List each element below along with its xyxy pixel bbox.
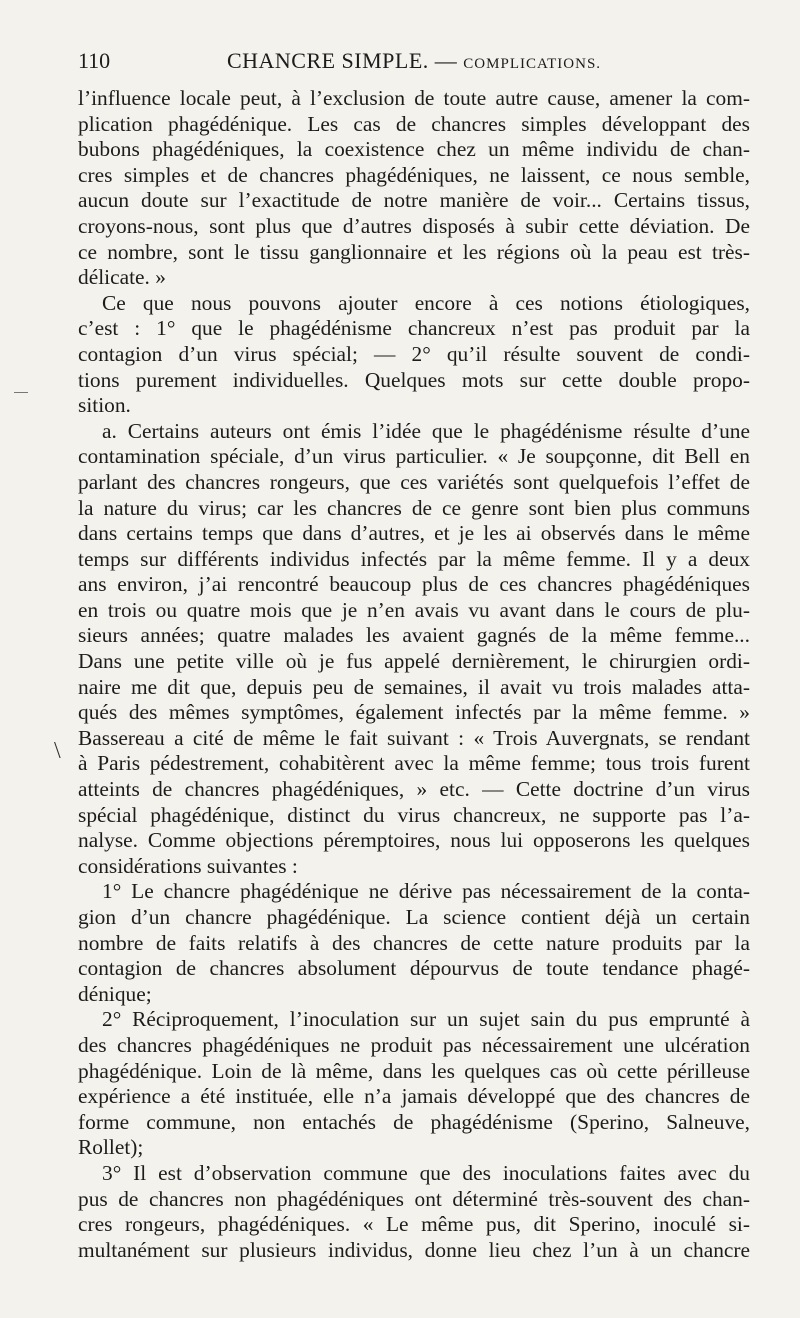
text-line: Bassereau a cité de même le fait suivant : « Trois Auvergnats, se rendant [78,725,750,750]
text-line: cres simples et de chancres phagédéniques, ne laissent, ce nous semble, [78,162,750,187]
text-line: des chancres phagédéniques ne produit pas nécessairement une ulcération [78,1032,750,1057]
text-line: c’est : 1° que le phagédénisme chancreux n’est pas produit par la [78,316,750,341]
text-line: Rollet); [78,1135,144,1160]
running-header [78,44,750,78]
text-line: dénique; [78,981,152,1006]
text-line: 3° Il est d’observation commune que des inoculations faites avec du [102,1160,750,1185]
text-line: aucun doute sur l’exactitude de notre manière de voir... Certains tissus, [78,188,750,213]
text-line: l’influence locale peut, à l’exclusion de toute autre cause, amener la com- [78,86,750,110]
text-line: délicate. » [78,265,166,290]
text-line: dans certains temps que dans d’autres, et je les ai observés dans le même [78,521,750,546]
text-line: plication phagédénique. Les cas de chancres simples développant des [78,111,750,136]
text-line: considérations suivantes : [78,853,298,878]
text-line: ce nombre, sont le tissu ganglionnaire et les régions où la peau est très- [78,239,750,264]
text-line: Ce que nous pouvons ajouter encore à ces notions étiologiques, [102,290,750,315]
text-line: temps sur différents individus infectés par la même femme. Il y a deux [78,546,750,571]
text-line: qués des mêmes symptômes, également infectés par la même femme. » [78,700,750,725]
margin-annotation: \ [54,738,61,764]
text-line: phagédénique. Loin de là même, dans les quelques cas où cette périlleuse [78,1058,750,1083]
body-text [78,86,750,1263]
text-line: contagion de chancres absolument dépourvus de toute tendance phagé- [78,956,750,981]
text-line: gion d’un chancre phagédénique. La science contient déjà un certain [78,905,750,929]
text-line: parlant des chancres rongeurs, que ces variétés sont quelquefois l’effet de [78,469,750,494]
text-line: pus de chancres non phagédéniques ont déterminé très-souvent des chan- [78,1186,750,1211]
text-line: nombre de faits relatifs à des chancres de cette nature produits par la [78,930,750,955]
text-line: la nature du virus; car les chancres de ce genre sont bien plus communs [78,495,750,520]
text-line: contagion d’un virus spécial; — 2° qu’il résulte souvent de condi- [78,341,750,366]
text-line: en trois ou quatre mois que je n’en avais vu avant dans le cours de plu- [78,597,750,622]
text-line: ans environ, j’ai rencontré beaucoup plus de ces chancres phagédéniques [78,572,750,597]
text-line: naire me dit que, depuis peu de semaines, il avait vu trois malades atta- [78,674,750,699]
section-title: COMPLICATIONS. [463,56,602,72]
running-title [78,48,750,74]
text-line: Dans une petite ville où je fus appelé dernièrement, le chirurgien ordi- [78,649,750,674]
text-line: spécial phagédénique, distinct du virus chancreux, ne supporte pas l’a- [78,802,750,827]
text-line: bubons phagédéniques, la coexistence chez un même individu de chan- [78,137,750,162]
title-separator: — [434,48,458,73]
text-line: expérience a été instituée, elle n’a jamais développé que des chancres de [78,1084,750,1109]
text-line: 2° Réciproquement, l’inoculation sur un sujet sain du pus emprunté à [102,1007,750,1032]
text-line: forme commune, non entachés de phagédénisme (Sperino, Salneuve, [78,1109,750,1134]
chapter-title: CHANCRE SIMPLE. [226,48,429,73]
text-line: multanément sur plusieurs individus, donne lieu chez l’un à un chancre [78,1237,750,1262]
margin-dash [14,392,28,393]
page-number: 110 [78,48,111,73]
text-line: a. Certains auteurs ont émis l’idée que le phagédénisme résulte d’une [102,418,750,443]
text-line: cres rongeurs, phagédéniques. « Le même pus, dit Sperino, inoculé si- [78,1212,750,1237]
text-line: atteints de chancres phagédéniques, » etc. — Cette doctrine d’un virus [78,777,750,802]
text-line: à Paris pédestrement, cohabitèrent avec la même femme; tous trois furent [78,751,750,776]
text-line: sieurs années; quatre malades les avaient gagnés de la même femme... [78,623,750,648]
text-line: sition. [78,393,131,418]
text-line: 1° Le chancre phagédénique ne dérive pas nécessairement de la conta- [102,879,750,904]
text-line: contamination spéciale, d’un virus particulier. « Je soupçonne, dit Bell en [78,444,750,469]
text-line: croyons-nous, sont plus que d’autres disposés à subir cette déviation. De [78,213,750,238]
text-line: tions purement individuelles. Quelques mots sur cette double propo- [78,367,750,392]
text-line: nalyse. Comme objections péremptoires, nous lui opposerons les quelques [78,828,750,853]
